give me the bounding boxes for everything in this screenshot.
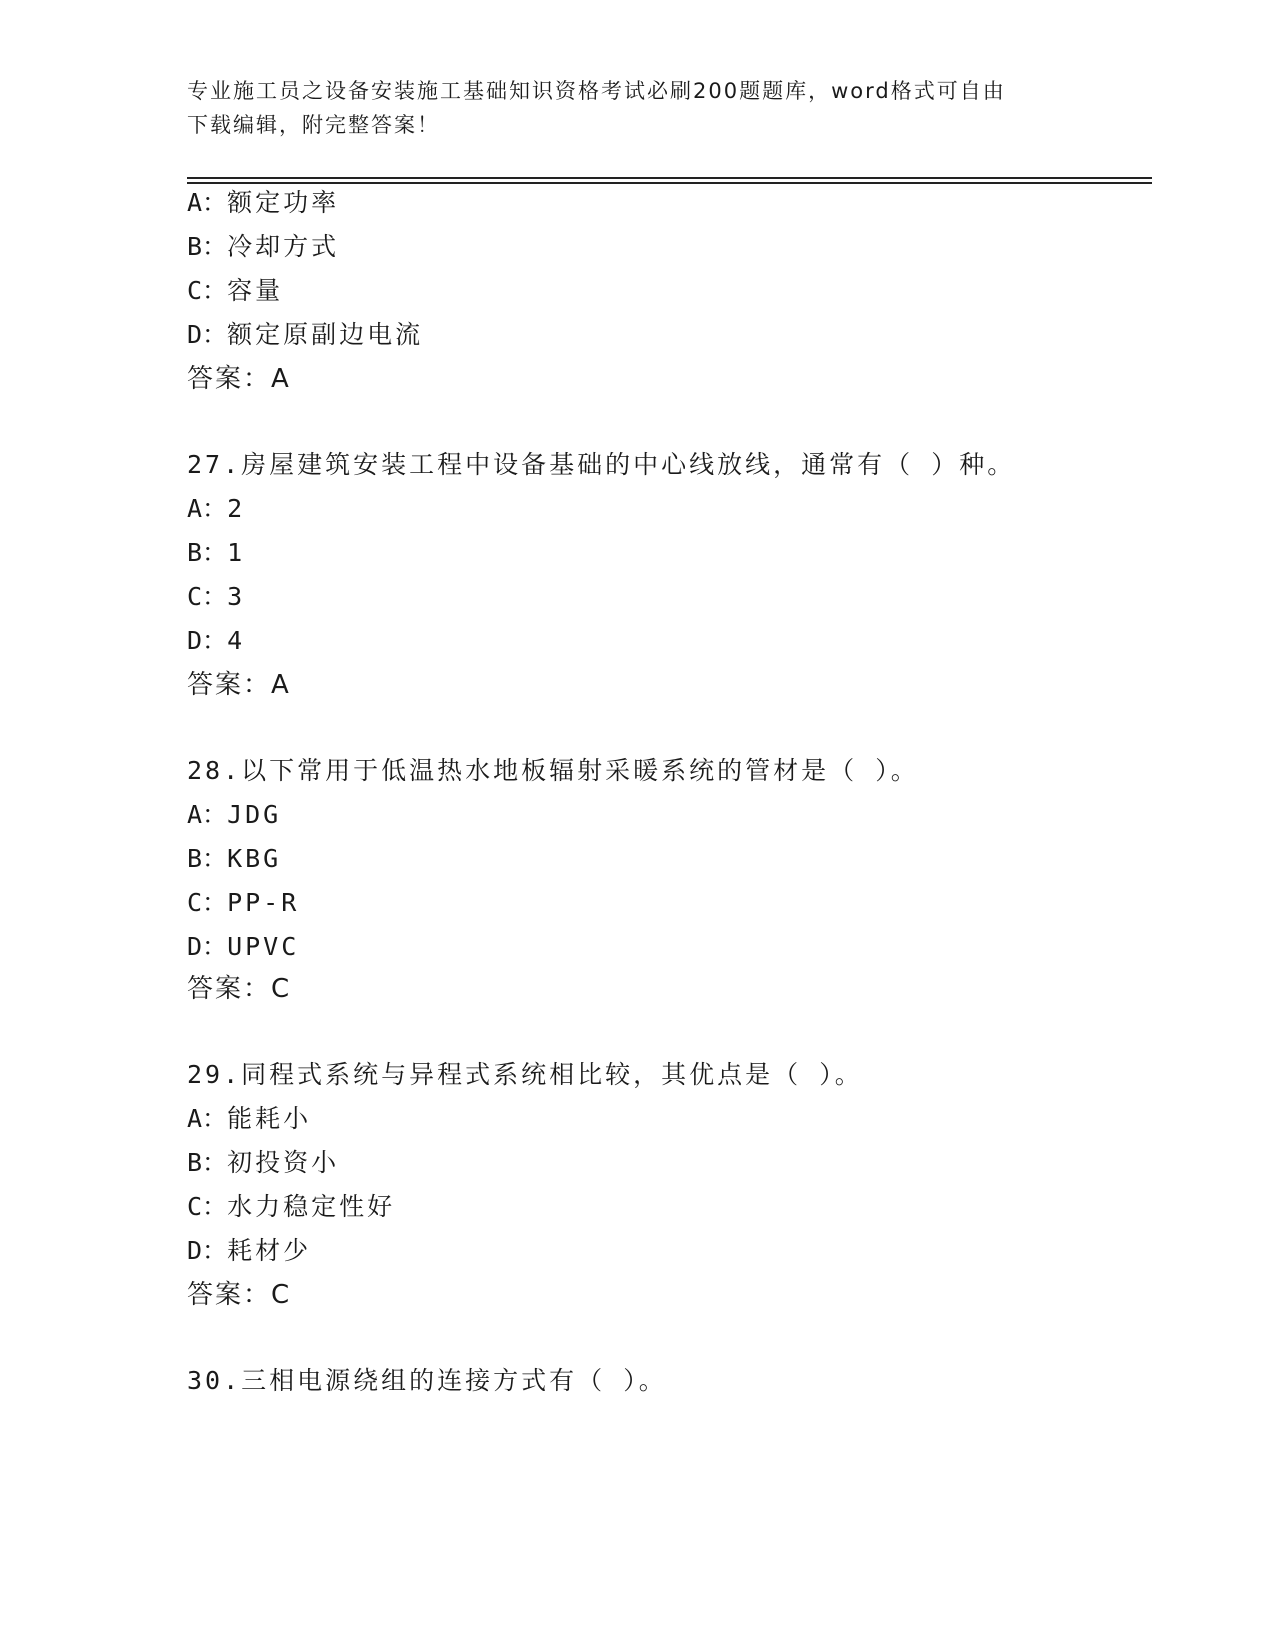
q26-option-c: C：容量 xyxy=(187,276,284,305)
q26-option-d: D：额定原副边电流 xyxy=(187,320,424,349)
q26-option-a: A：额定功率 xyxy=(187,188,340,217)
q28-option-c: C：PP-R xyxy=(187,888,300,917)
q29-option-b: B：初投资小 xyxy=(187,1148,340,1177)
q26-option-b: B：冷却方式 xyxy=(187,232,340,261)
header-divider-bottom xyxy=(187,182,1152,184)
q27-question: 27.房屋建筑安装工程中设备基础的中心线放线，通常有（ ）种。 xyxy=(187,450,1016,479)
q29-option-c: C：水力稳定性好 xyxy=(187,1192,396,1221)
q27-option-a: A：2 xyxy=(187,494,246,523)
q28-answer: 答案：C xyxy=(187,974,292,1004)
q29-option-a: A：能耗小 xyxy=(187,1104,312,1133)
q27-option-c: C：3 xyxy=(187,582,246,611)
q28-option-a: A：JDG xyxy=(187,800,282,829)
q30-question: 30.三相电源绕组的连接方式有（ ）。 xyxy=(187,1366,667,1395)
document-header xyxy=(187,74,1067,142)
header-line-2: 下载编辑，附完整答案！ xyxy=(187,113,440,137)
q27-option-d: D：4 xyxy=(187,626,246,655)
q28-question: 28.以下常用于低温热水地板辐射采暖系统的管材是（ ）。 xyxy=(187,756,919,785)
q29-option-d: D：耗材少 xyxy=(187,1236,312,1265)
q28-option-d: D：UPVC xyxy=(187,932,300,961)
q27-answer: 答案：A xyxy=(187,670,291,700)
q26-answer: 答案：A xyxy=(187,364,291,394)
q27-option-b: B：1 xyxy=(187,538,246,567)
header-divider-top xyxy=(187,177,1152,179)
q28-option-b: B：KBG xyxy=(187,844,282,873)
q29-answer: 答案：C xyxy=(187,1280,292,1310)
header-line-1: 专业施工员之设备安装施工基础知识资格考试必刷200题题库，word格式可自由 xyxy=(187,79,1006,103)
q29-question: 29.同程式系统与异程式系统相比较，其优点是（ ）。 xyxy=(187,1060,863,1089)
